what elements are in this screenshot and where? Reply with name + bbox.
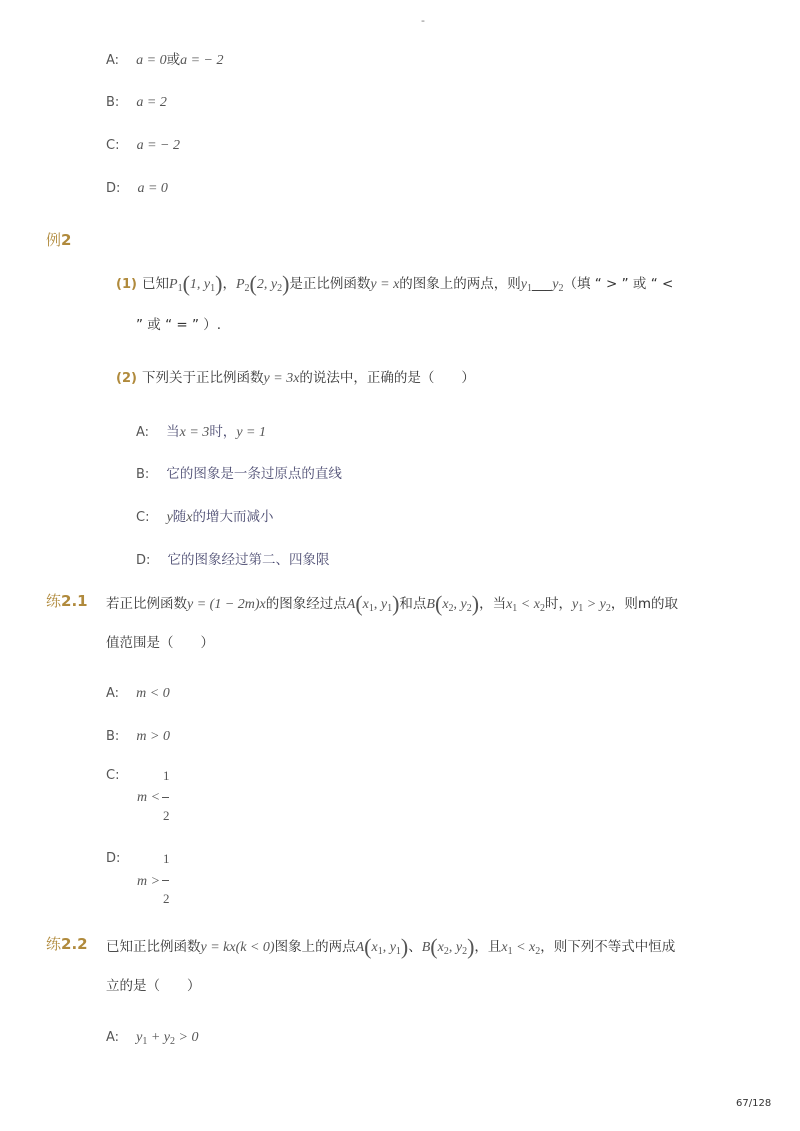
- option-c-prev[interactable]: [106, 134, 180, 154]
- point-arg: y: [380, 597, 388, 612]
- subscript: 1: [387, 603, 393, 614]
- paren-open: (: [364, 934, 372, 959]
- option-text: 的增大而减小: [192, 509, 274, 525]
- option-label: D:: [136, 553, 151, 568]
- tag-number: 2.1: [61, 592, 88, 610]
- subscript: 2: [244, 283, 250, 294]
- point-args: 2, y: [256, 277, 278, 292]
- subscript: 2: [535, 946, 541, 957]
- paren-close: ): [471, 591, 480, 616]
- option-math: x: [186, 510, 193, 525]
- option-math: m > 0: [136, 729, 170, 744]
- option-math: a = 0: [137, 181, 168, 196]
- text: 是正比例函数: [289, 276, 371, 292]
- pr21-option-b[interactable]: [106, 725, 170, 745]
- option-math: y: [166, 510, 173, 525]
- subscript: 2: [558, 283, 564, 294]
- tag-prefix: 练: [46, 592, 62, 610]
- option-label: B:: [106, 729, 120, 744]
- option-label: C:: [106, 138, 120, 153]
- condition-math: x: [501, 940, 508, 955]
- paren-open: (: [430, 934, 438, 959]
- point-a: A: [346, 597, 356, 612]
- text: 的图象上的两点，则: [399, 276, 521, 292]
- option-text: 它的图象经过第二、四象限: [167, 552, 330, 568]
- paren-close: ): [392, 591, 400, 616]
- point-arg: x: [362, 597, 369, 612]
- subscript: 1: [377, 946, 383, 957]
- pr21-stem-line2: 值范围是（ ）: [106, 635, 214, 651]
- text: 已知: [142, 276, 170, 292]
- ex2-part1-line1: [116, 271, 673, 297]
- numerator: 1: [163, 851, 170, 866]
- example-2-tag: [46, 229, 71, 250]
- text: ，: [222, 276, 236, 292]
- pr22-option-a[interactable]: [106, 1026, 198, 1047]
- text: 下列关于正比例函数: [142, 370, 264, 386]
- function-math: y = kx(k < 0): [200, 940, 275, 955]
- subscript: 1: [507, 946, 513, 957]
- pr21-option-d-math: m >: [137, 874, 161, 889]
- point-arg: y: [389, 940, 396, 955]
- condition-math: < x: [512, 940, 536, 955]
- point-arg: x: [437, 940, 444, 955]
- y2-math: y: [552, 277, 559, 292]
- header-dash: -: [421, 14, 425, 27]
- option-label: C:: [136, 510, 150, 525]
- practice-2-2-tag: [46, 933, 88, 954]
- text: ，且: [474, 939, 502, 955]
- condition-math: x: [506, 597, 513, 612]
- paren-open: (: [182, 271, 190, 296]
- point-b: B: [421, 940, 431, 955]
- denominator: 2: [163, 891, 170, 906]
- function-math: y = (1 − 2m)x: [187, 597, 266, 612]
- option-label: A:: [136, 425, 150, 440]
- pr22-stem-line2: 立的是（ ）: [106, 978, 201, 994]
- ex2-part1-line2: ” 或 “ = ” ）.: [136, 317, 222, 333]
- point-b: B: [426, 597, 435, 612]
- option-text: 当: [166, 424, 180, 440]
- tag-number: 2.2: [61, 935, 88, 953]
- paren-close: ): [467, 934, 475, 959]
- subscript: 1: [142, 1036, 148, 1047]
- subscript: 1: [578, 603, 584, 614]
- point-args: 1, y: [189, 277, 211, 292]
- paren-open: (: [434, 591, 443, 616]
- tag-prefix: 练: [46, 935, 62, 953]
- point-arg: x: [371, 940, 378, 955]
- comma: ,: [373, 597, 381, 612]
- text: ，则下列不等式中恒成: [540, 939, 676, 955]
- option-d-prev[interactable]: [106, 177, 168, 197]
- subscript: 2: [170, 1036, 176, 1047]
- pr21-option-c-math: m <: [137, 790, 161, 805]
- y1-math: y: [520, 277, 527, 292]
- option-a-prev[interactable]: [106, 48, 224, 69]
- option-math-2: a = − 2: [180, 53, 224, 68]
- option-b-prev[interactable]: [106, 91, 167, 111]
- option-math: a = − 2: [136, 138, 180, 153]
- option-label: A:: [106, 686, 120, 701]
- condition-math: y: [571, 597, 579, 612]
- text: 、: [408, 939, 422, 955]
- comma: ,: [453, 597, 461, 612]
- option-math: y = 1: [236, 425, 266, 440]
- subscript: 1: [527, 283, 532, 294]
- paren-open: (: [355, 591, 363, 616]
- option-text: 或: [166, 52, 181, 68]
- text: 图象上的两点: [274, 939, 356, 955]
- ex2-option-c[interactable]: [136, 505, 274, 526]
- condition-math: > y: [583, 597, 606, 612]
- paren-close: ): [400, 934, 409, 959]
- pr21-option-c-label[interactable]: C:: [106, 768, 120, 783]
- paren-close: ): [215, 271, 223, 296]
- option-math: > 0: [175, 1030, 199, 1045]
- practice-2-1-tag: [46, 590, 88, 611]
- option-text: 时，: [209, 424, 237, 440]
- pr21-option-a[interactable]: [106, 682, 170, 702]
- paren-open: (: [249, 271, 257, 296]
- text: （填 “ > ” 或 “ <: [563, 276, 674, 292]
- function-math: y = 3x: [263, 371, 300, 386]
- answer-blank[interactable]: ___: [532, 276, 553, 292]
- pr21-stem-line1: [106, 591, 678, 617]
- option-label: A:: [106, 1030, 120, 1045]
- text: ，则m的取: [610, 596, 679, 612]
- subscript: 1: [177, 283, 183, 294]
- fraction-bar: [162, 880, 169, 881]
- option-math: a = 0: [136, 53, 167, 68]
- subscript: 2: [466, 603, 472, 614]
- text: 已知正比例函数: [106, 939, 201, 955]
- option-math: x = 3: [179, 425, 210, 440]
- page-number: 67/128: [736, 1098, 772, 1109]
- numerator: 1: [163, 768, 170, 783]
- text: 若正比例函数: [106, 596, 187, 612]
- part-number: (2): [116, 371, 137, 386]
- option-text: 随: [172, 509, 187, 525]
- text: 时，: [544, 596, 572, 612]
- subscript: 2: [277, 283, 283, 294]
- option-math: + y: [147, 1030, 171, 1045]
- subscript: 2: [462, 946, 468, 957]
- subscript: 2: [605, 603, 611, 614]
- fraction-bar: [162, 797, 169, 798]
- point-a: A: [355, 940, 365, 955]
- text: 的说法中，正确的是（ ）: [299, 370, 475, 386]
- option-label: B:: [106, 95, 120, 110]
- tag-prefix: 例: [46, 231, 62, 249]
- function-math: y = x: [370, 277, 400, 292]
- text: ，当: [479, 596, 507, 612]
- subscript: 2: [448, 603, 454, 614]
- option-label: A:: [106, 53, 120, 68]
- subscript: 2: [539, 603, 545, 614]
- pr22-stem-line1: [106, 934, 675, 960]
- subscript: 1: [395, 946, 401, 957]
- comma: ,: [448, 940, 456, 955]
- option-math: a = 2: [136, 95, 167, 110]
- text: 的图象经过点: [265, 596, 347, 612]
- paren-close: ): [282, 271, 290, 296]
- ex2-part2-stem: [116, 366, 475, 387]
- point-arg: y: [460, 597, 467, 612]
- denominator: 2: [163, 808, 170, 823]
- comma: ,: [382, 940, 390, 955]
- option-label: B:: [136, 467, 150, 482]
- point-arg: y: [455, 940, 463, 955]
- condition-math: < x: [517, 597, 540, 612]
- option-text: 它的图象是一条过原点的直线: [166, 466, 342, 482]
- option-label: D:: [106, 181, 121, 196]
- tag-number: 2: [61, 231, 72, 249]
- option-math: m < 0: [136, 686, 170, 701]
- ex2-option-b[interactable]: [136, 462, 342, 482]
- point-arg: x: [442, 597, 449, 612]
- option-math: y: [136, 1030, 143, 1045]
- subscript: 1: [512, 603, 518, 614]
- ex2-option-d[interactable]: [136, 548, 329, 568]
- subscript: 1: [368, 603, 374, 614]
- point-p2: P: [235, 277, 245, 292]
- subscript: 2: [443, 946, 449, 957]
- part-number: (1): [116, 277, 137, 292]
- pr21-option-d-label[interactable]: D:: [106, 851, 121, 866]
- point-p1: P: [169, 277, 178, 292]
- subscript: 1: [210, 283, 216, 294]
- ex2-option-a[interactable]: [136, 420, 266, 441]
- text: 和点: [399, 596, 427, 612]
